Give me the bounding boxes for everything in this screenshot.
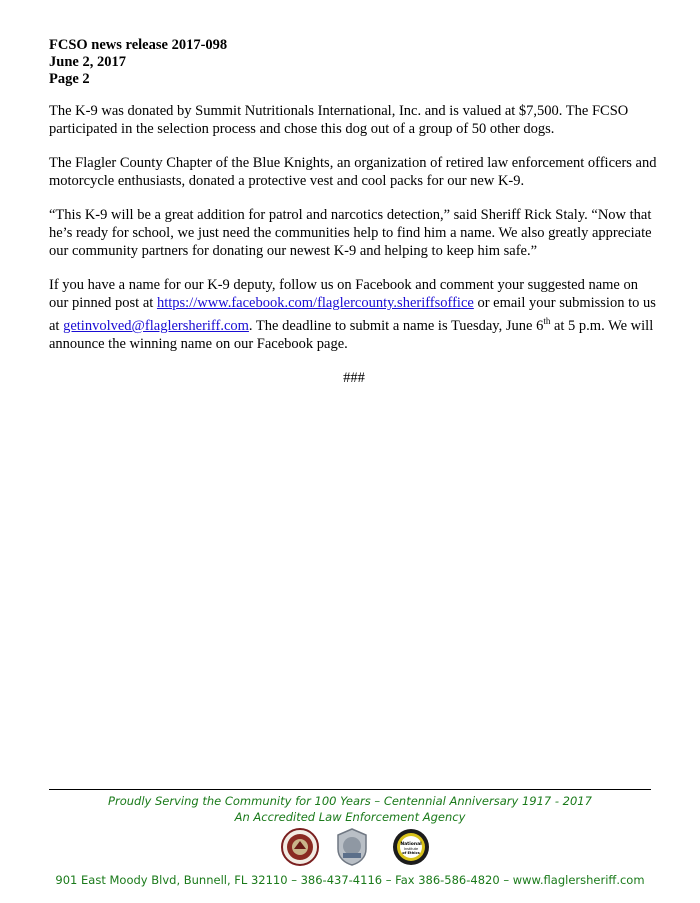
footer-rule [49, 789, 651, 790]
naming-text-b: or email your submission to us at [49, 295, 656, 334]
release-number: FCSO news release 2017-098 [49, 37, 228, 53]
accreditation-seals [0, 827, 700, 867]
paragraph-blue-knights: The Flagler County Chapter of the Blue Knights, an organization of retired law enforcement officers and motorcycle enthusiasts, donated a protective vest and cool packs for our new K-9. [49, 155, 657, 189]
paragraph-quote: “This K-9 will be a great addition for patrol and narcotics detection,” said Sheriff Rick Staly. “Now that he’s ready for school, we just need the communities help to find him a name. We also greatly appreciate our community partners for donating our newest K-9 and helping to keep him safe.” [49, 207, 652, 259]
ordinal-suffix: th [543, 316, 551, 326]
release-body [49, 102, 659, 387]
email-link[interactable]: getinvolved@flaglersheriff.com [63, 317, 249, 334]
paragraph-donation: The K-9 was donated by Summit Nutritionals International, Inc. and is valued at $7,500. The FCSO participated in the selection process and chose this dog out of a group of 50 other dogs. [49, 103, 629, 137]
naming-text-c: . The deadline to submit a name is Tuesday, June 6 [248, 317, 544, 334]
sheriff-seal-icon [281, 827, 319, 867]
ethics-seal-icon [392, 827, 430, 867]
naming-text-d: at 5 p.m. We will announce the winning name on our Facebook page. [49, 317, 654, 352]
footer-accredited-line: An Accredited Law Enforcement Agency [234, 810, 466, 824]
page-number: Page 2 [49, 71, 90, 87]
footer-centennial-line: Proudly Serving the Community for 100 Years – Centennial Anniversary 1917 - 2017 [108, 794, 592, 808]
svg-text:of Ethics: of Ethics [402, 851, 420, 855]
accreditation-badge-icon [332, 827, 372, 867]
paragraph-naming [49, 276, 659, 353]
footer-address: 901 East Moody Blvd, Bunnell, FL 32110 – 386-437-4116 – Fax 386-586-4820 – www.flaglersheriff.com [55, 873, 645, 887]
release-date: June 2, 2017 [49, 54, 126, 70]
facebook-link[interactable]: https://www.facebook.com/flaglercounty.sheriffsoffice [156, 295, 474, 311]
release-header [49, 37, 227, 88]
end-separator: ### [343, 369, 365, 386]
naming-text-a: If you have a name for our K-9 deputy, follow us on Facebook and comment your suggested name on our pinned post at [49, 277, 638, 311]
svg-text:National: National [400, 842, 422, 847]
svg-text:Institute: Institute [403, 847, 419, 851]
